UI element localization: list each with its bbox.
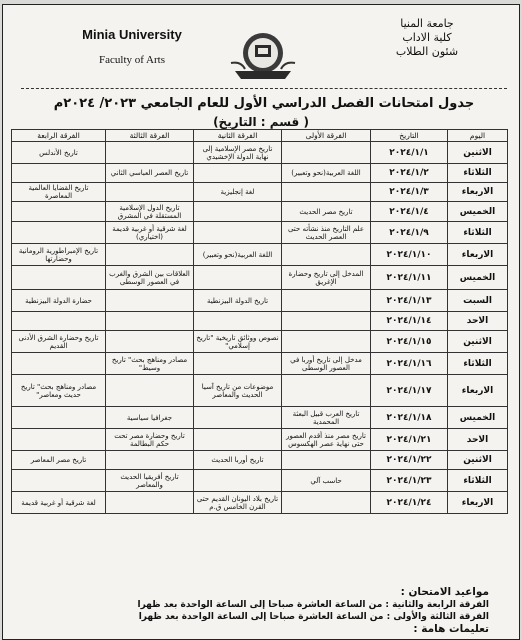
cell-day: الاثنين <box>448 142 508 164</box>
table-row <box>12 142 508 164</box>
cell-year2: تاريخ أوربا الحديث <box>194 451 282 470</box>
cell-year2: اللغة العربية(نحو وتعبير) <box>194 244 282 266</box>
cell-year4 <box>12 353 106 375</box>
table-row <box>12 492 508 514</box>
cell-year1: علم التاريخ منذ نشأته حتى العصر الحديث <box>282 222 371 244</box>
cell-year3 <box>106 451 194 470</box>
cell-year4 <box>12 407 106 429</box>
cell-year3 <box>106 142 194 164</box>
cell-year4: لغة شرقية أو غربية قديمة <box>12 492 106 514</box>
cell-date: ٢٠٢٤/١/١٤ <box>371 312 448 331</box>
cell-year1: تاريخ مصر الحديث <box>282 202 371 222</box>
cell-year2 <box>194 164 282 183</box>
cell-year4 <box>12 164 106 183</box>
cell-date: ٢٠٢٤/١/١٣ <box>371 290 448 312</box>
cell-year1 <box>282 375 371 407</box>
cell-year4 <box>12 202 106 222</box>
table-row <box>12 407 508 429</box>
table-row <box>12 290 508 312</box>
cell-year3 <box>106 183 194 202</box>
cell-year3 <box>106 244 194 266</box>
cell-day: السبت <box>448 290 508 312</box>
column-header-day: اليوم <box>448 130 508 142</box>
cell-year3: تاريخ وحضارة مصر تحت حكم البطالمة <box>106 429 194 451</box>
cell-year3: تاريخ العصر العباسي الثاني <box>106 164 194 183</box>
cell-year2 <box>194 407 282 429</box>
cell-day: الاربعاء <box>448 492 508 514</box>
cell-day: الاربعاء <box>448 183 508 202</box>
exam-table <box>11 129 508 514</box>
cell-year4: تاريخ الإمبراطورية الرومانية وحضارتها <box>12 244 106 266</box>
exam-times-section <box>19 586 489 636</box>
cell-year2: نصوص ووثائق تاريخية "تاريخ إسلامي" <box>194 331 282 353</box>
cell-year4 <box>12 266 106 290</box>
cell-day: الثلاثاء <box>448 353 508 375</box>
cell-year2 <box>194 353 282 375</box>
cell-day: الاحد <box>448 429 508 451</box>
schedule-title: جدول امتحانات الفصل الدراسي الأول للعام الجامعي ٢٠٢٣/ ٢٠٢٤م <box>53 96 475 111</box>
cell-year3: لغة شرقية أو غربية قديمة (اختياري) <box>106 222 194 244</box>
cell-day: الاثنين <box>448 331 508 353</box>
table-row <box>12 202 508 222</box>
university-name-en: Minia University <box>82 27 182 42</box>
cell-day: الاثنين <box>448 451 508 470</box>
cell-date: ٢٠٢٤/١/١٧ <box>371 375 448 407</box>
cell-date: ٢٠٢٤/١/١٨ <box>371 407 448 429</box>
english-header <box>57 27 207 66</box>
cell-year4: تاريخ وحضارة الشرق الأدنى القديم <box>12 331 106 353</box>
cell-year2: موضوعات من تاريخ آسيا الحديث والمعاصر <box>194 375 282 407</box>
table-row <box>12 222 508 244</box>
cell-year3 <box>106 290 194 312</box>
cell-date: ٢٠٢٤/١/١٦ <box>371 353 448 375</box>
cell-day: الثلاثاء <box>448 470 508 492</box>
cell-year3 <box>106 492 194 514</box>
cell-year1 <box>282 312 371 331</box>
table-row <box>12 470 508 492</box>
cell-year4: تاريخ القضايا العالمية المعاصرة <box>12 183 106 202</box>
cell-date: ٢٠٢٤/١/٤ <box>371 202 448 222</box>
table-row <box>12 312 508 331</box>
header-divider <box>21 88 507 89</box>
cell-date: ٢٠٢٤/١/٢ <box>371 164 448 183</box>
cell-year2: تاريخ مصر الإسلامية إلى نهاية الدولة الإخشيدي <box>194 142 282 164</box>
cell-year3: مصادر ومناهج بحث" تاريخ وسيط" <box>106 353 194 375</box>
cell-year1: المدخل إلى تاريخ وحضارة الإغريق <box>282 266 371 290</box>
cell-year4 <box>12 470 106 492</box>
cell-year2: تاريخ الدولة البيزنطية <box>194 290 282 312</box>
cell-year1: اللغة العربية(نحو وتعبير) <box>282 164 371 183</box>
cell-year3: العلاقات بين الشرق والغرب في العصور الوسطى <box>106 266 194 290</box>
cell-day: الاحد <box>448 312 508 331</box>
cell-year2: تاريخ بلاد اليونان القديم حتى القرن الخامس ق.م <box>194 492 282 514</box>
cell-year1 <box>282 183 371 202</box>
cell-year4 <box>12 312 106 331</box>
table-row <box>12 164 508 183</box>
cell-year3 <box>106 375 194 407</box>
table-row <box>12 331 508 353</box>
university-logo <box>227 27 299 83</box>
cell-day: الخميس <box>448 202 508 222</box>
cell-date: ٢٠٢٤/١/٢٤ <box>371 492 448 514</box>
cell-date: ٢٠٢٤/١/٢٣ <box>371 470 448 492</box>
cell-year1 <box>282 290 371 312</box>
cell-year1 <box>282 451 371 470</box>
cell-day: الثلاثاء <box>448 222 508 244</box>
cell-year3: جغرافيا سياسية <box>106 407 194 429</box>
cell-year1: حاسب آلي <box>282 470 371 492</box>
cell-year3: تاريخ أفريقيا الحديث والمعاصر <box>106 470 194 492</box>
table-header-row <box>12 130 508 142</box>
cell-year1: تاريخ مصر منذ أقدم العصور حتى نهاية عصر الهكسوس <box>282 429 371 451</box>
cell-year4 <box>12 222 106 244</box>
column-header-year3: الفرقة الثالثة <box>106 130 194 142</box>
cell-year2 <box>194 470 282 492</box>
exam-time-years-4-2: الفرقة الرابعة والثانية : من الساعة العاشرة صباحا إلى الساعة الواحدة بعد ظهرا <box>137 600 489 610</box>
cell-year4 <box>12 429 106 451</box>
cell-day: الاربعاء <box>448 244 508 266</box>
cell-year1 <box>282 492 371 514</box>
cell-date: ٢٠٢٤/١/٩ <box>371 222 448 244</box>
cell-year2: لغة إنجليزية <box>194 183 282 202</box>
faculty-name-en: Faculty of Arts <box>99 54 165 66</box>
cell-year1 <box>282 331 371 353</box>
cell-year2 <box>194 312 282 331</box>
department-name-ar: شئون الطلاب <box>395 45 459 58</box>
table-row <box>12 353 508 375</box>
cell-date: ٢٠٢٤/١/١ <box>371 142 448 164</box>
arabic-header <box>357 17 497 59</box>
table-row <box>12 451 508 470</box>
cell-year3: تاريخ الدول الإسلامية المستقلة في المشرق <box>106 202 194 222</box>
cell-year2 <box>194 222 282 244</box>
exam-table-body <box>12 142 508 514</box>
exam-time-years-3-1: الفرقة الثالثة والأولى : من الساعة العاشرة صباحا إلى الساعة الواحدة بعد ظهرا <box>138 612 489 622</box>
cell-day: الخميس <box>448 407 508 429</box>
cell-date: ٢٠٢٤/١/٢٢ <box>371 451 448 470</box>
table-row <box>12 429 508 451</box>
cell-day: الاربعاء <box>448 375 508 407</box>
cell-year2 <box>194 266 282 290</box>
cell-day: الخميس <box>448 266 508 290</box>
cell-day: الثلاثاء <box>448 164 508 183</box>
cell-year1: مدخل إلى تاريخ أوربا في العصور الوسطى <box>282 353 371 375</box>
cell-date: ٢٠٢٤/١/٢١ <box>371 429 448 451</box>
cell-year4: تاريخ الأندلس <box>12 142 106 164</box>
table-row <box>12 266 508 290</box>
university-name-ar: جامعة المنيا <box>400 17 454 30</box>
exam-times-heading: مواعيد الامتحان : <box>400 586 489 598</box>
column-header-year1: الفرقة الأولى <box>282 130 371 142</box>
table-row <box>12 244 508 266</box>
cell-year1: تاريخ العرب قبيل البعثة المحمدية <box>282 407 371 429</box>
column-header-year4: الفرقة الرابعة <box>12 130 106 142</box>
department-subtitle: ( قسم : التاريخ) <box>213 115 309 129</box>
exam-schedule-page <box>2 4 520 640</box>
cell-year4: مصادر ومناهج بحث" تاريخ حديث ومعاصر" <box>12 375 106 407</box>
table-row <box>12 375 508 407</box>
cell-year1 <box>282 142 371 164</box>
cell-year4: تاريخ مصر المعاصر <box>12 451 106 470</box>
cell-year3 <box>106 331 194 353</box>
cell-year2 <box>194 202 282 222</box>
cell-year3 <box>106 312 194 331</box>
instructions-heading: تعليمات هامة : <box>413 623 489 635</box>
cell-date: ٢٠٢٤/١/٣ <box>371 183 448 202</box>
cell-date: ٢٠٢٤/١/١١ <box>371 266 448 290</box>
cell-year2 <box>194 429 282 451</box>
cell-date: ٢٠٢٤/١/١٥ <box>371 331 448 353</box>
column-header-year2: الفرقة الثانية <box>194 130 282 142</box>
table-row <box>12 183 508 202</box>
cell-date: ٢٠٢٤/١/١٠ <box>371 244 448 266</box>
faculty-name-ar: كلية الاداب <box>402 31 452 44</box>
column-header-date: التاريخ <box>371 130 448 142</box>
cell-year1 <box>282 244 371 266</box>
cell-year4: حضارة الدولة البيزنطية <box>12 290 106 312</box>
